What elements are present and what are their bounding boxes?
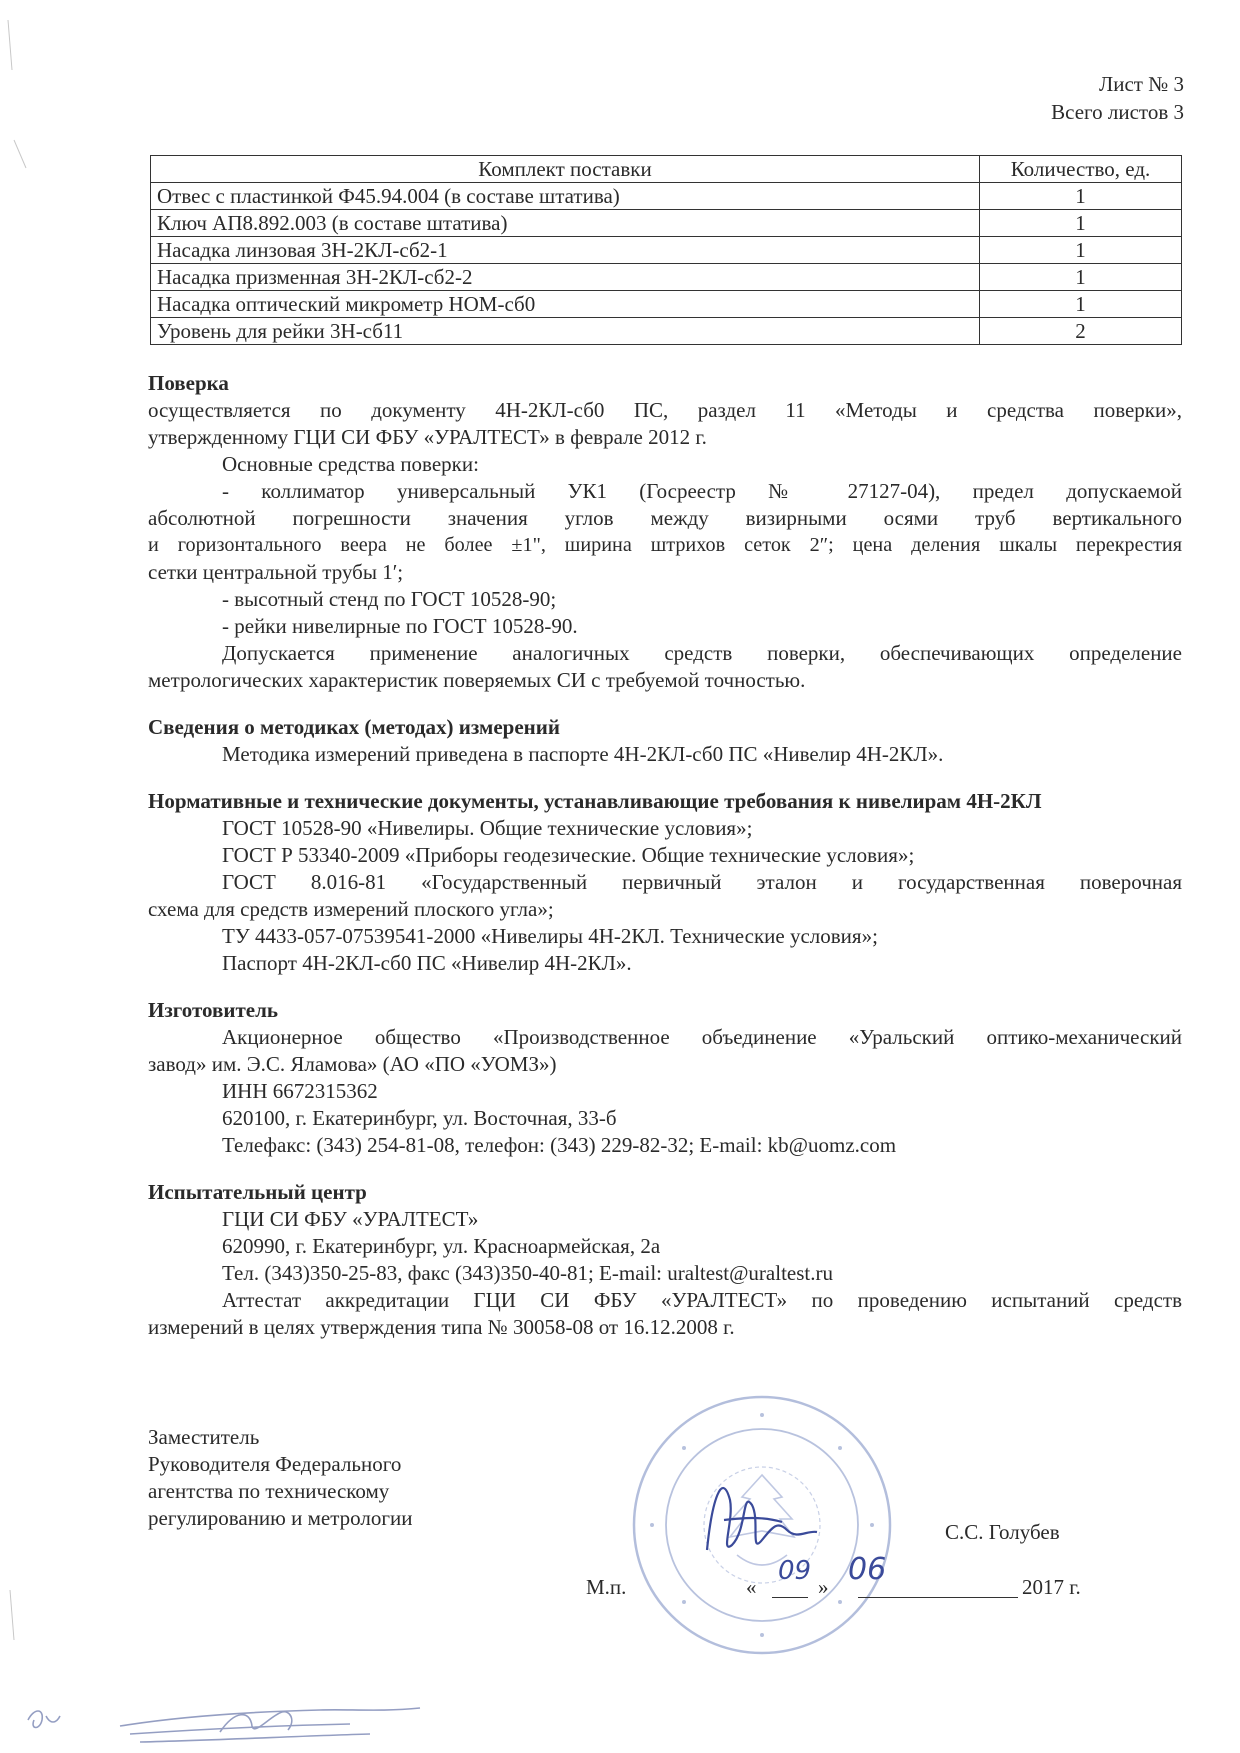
date-year: 2017 г.	[1022, 1575, 1081, 1599]
seal-place-label: М.п.	[586, 1575, 627, 1599]
date-underline	[772, 1597, 808, 1598]
verification-line: Основные средства поверки:	[222, 452, 479, 476]
verification-line: осуществляется по документу 4Н-2КЛ-сб0 ПС, раздел 11 «Методы и средства поверки»,	[148, 398, 1182, 422]
kit-qty: 2	[980, 318, 1182, 345]
manufacturer-line: завод» им. Э.С. Яламова» (АО «ПО «УОМЗ»)	[148, 1052, 557, 1076]
kit-item: Отвес с пластинкой Ф45.94.004 (в составе штатива)	[151, 183, 980, 210]
manufacturer-line: 620100, г. Екатеринбург, ул. Восточная, 33-б	[222, 1106, 617, 1130]
verification-line: метрологических характеристик поверяемых СИ с требуемой точностью.	[148, 668, 806, 692]
kit-qty: 1	[980, 237, 1182, 264]
scan-edge-marks-icon	[0, 0, 40, 1753]
table-row	[151, 183, 1182, 210]
initials-marks-icon	[20, 1690, 440, 1750]
date-month: 06	[848, 1552, 887, 1587]
verification-line: - рейки нивелирные по ГОСТ 10528-90.	[222, 614, 578, 638]
test-center-line: ГЦИ СИ ФБУ «УРАЛТЕСТ»	[222, 1207, 479, 1231]
verification-line: Допускается применение аналогичных средств поверки, обеспечивающих определение	[222, 641, 1182, 665]
signatory-line: Руководителя Федерального	[148, 1452, 402, 1476]
normative-line: ГОСТ 8.016-81 «Государственный первичный эталон и государственная поверочная	[222, 870, 1182, 894]
verification-heading: Поверка	[148, 371, 229, 395]
verification-line: - высотный стенд по ГОСТ 10528-90;	[222, 587, 557, 611]
normative-heading: Нормативные и технические документы, устанавливающие требования к нивелирам 4Н-2КЛ	[148, 789, 1042, 813]
verification-line: сетки центральной трубы 1′;	[148, 560, 404, 584]
signatory-line: регулированию и метрологии	[148, 1506, 413, 1530]
kit-item: Ключ АП8.892.003 (в составе штатива)	[151, 210, 980, 237]
test-center-line: Тел. (343)350-25-83, факс (343)350-40-81; E-mail: uraltest@uraltest.ru	[222, 1261, 833, 1285]
manufacturer-heading: Изготовитель	[148, 998, 278, 1022]
date-quote-close: »	[818, 1575, 829, 1599]
document-body	[148, 370, 1182, 1341]
sheet-number: Лист № 3	[1098, 72, 1184, 96]
verification-line: и горизонтального веера не более ±1", ширина штрихов сеток 2″; цена деления шкалы перекрестия	[148, 534, 1182, 556]
normative-line: схема для средств измерений плоского угла»;	[148, 897, 554, 921]
verification-line: - коллиматор универсальный УК1 (Госреестр № 27127-04), предел допускаемой	[222, 479, 1182, 503]
sheets-total: Всего листов 3	[1051, 100, 1184, 124]
table-row	[151, 264, 1182, 291]
normative-line: Паспорт 4Н-2КЛ-сб0 ПС «Нивелир 4Н-2КЛ».	[222, 951, 632, 975]
signer-name: С.С. Голубев	[945, 1520, 1060, 1544]
normative-line: ГОСТ Р 53340-2009 «Приборы геодезические. Общие технические условия»;	[222, 843, 915, 867]
kit-qty: 1	[980, 264, 1182, 291]
official-seal	[612, 1380, 912, 1670]
test-center-line: Аттестат аккредитации ГЦИ СИ ФБУ «УРАЛТЕСТ» по проведению испытаний средств	[222, 1288, 1182, 1312]
table-row	[151, 237, 1182, 264]
kit-item: Насадка линзовая 3Н-2КЛ-сб2-1	[151, 237, 980, 264]
signatory-title	[148, 1424, 412, 1532]
test-center-line: 620990, г. Екатеринбург, ул. Красноармейская, 2а	[222, 1234, 661, 1258]
signatory-line: Заместитель	[148, 1425, 260, 1449]
manufacturer-line: ИНН 6672315362	[222, 1079, 378, 1103]
table-row	[151, 210, 1182, 237]
date-quote-open: «	[746, 1575, 757, 1599]
kit-item: Насадка призменная 3Н-2КЛ-сб2-2	[151, 264, 980, 291]
methods-line: Методика измерений приведена в паспорте 4Н-2КЛ-сб0 ПС «Нивелир 4Н-2КЛ».	[222, 742, 944, 766]
table-row	[151, 318, 1182, 345]
kit-qty: 1	[980, 183, 1182, 210]
date-underline	[858, 1597, 1018, 1598]
kit-table-header	[151, 156, 1182, 183]
manufacturer-line: Телефакс: (343) 254-81-08, телефон: (343) 229-82-32; E-mail: kb@uomz.com	[222, 1133, 897, 1157]
signatory-line: агентства по техническому	[148, 1479, 390, 1503]
test-center-heading: Испытательный центр	[148, 1180, 367, 1204]
verification-line: абсолютной погрешности значения углов между визирными осями труб вертикального	[148, 506, 1182, 530]
date-day: 09	[778, 1556, 812, 1586]
kit-item: Уровень для рейки 3Н-сб11	[151, 318, 980, 345]
manufacturer-line: Акционерное общество «Производственное объединение «Уральский оптико-механический	[222, 1025, 1182, 1049]
test-center-line: измерений в целях утверждения типа № 30058-08 от 16.12.2008 г.	[148, 1315, 735, 1339]
kit-col-qty: Количество, ед.	[980, 156, 1182, 183]
kit-qty: 1	[980, 210, 1182, 237]
table-row	[151, 291, 1182, 318]
sheet-info	[1051, 70, 1184, 126]
kit-table	[150, 155, 1182, 345]
verification-line: утвержденному ГЦИ СИ ФБУ «УРАЛТЕСТ» в феврале 2012 г.	[148, 425, 707, 449]
kit-item: Насадка оптический микрометр НОМ-сб0	[151, 291, 980, 318]
methods-heading: Сведения о методиках (методах) измерений	[148, 715, 560, 739]
handwritten-signature-icon	[707, 1488, 817, 1550]
kit-qty: 1	[980, 291, 1182, 318]
kit-col-item: Комплект поставки	[151, 156, 980, 183]
normative-line: ГОСТ 10528-90 «Нивелиры. Общие технические условия»;	[222, 816, 753, 840]
normative-line: ТУ 4433-057-07539541-2000 «Нивелиры 4Н-2КЛ. Технические условия»;	[222, 924, 878, 948]
